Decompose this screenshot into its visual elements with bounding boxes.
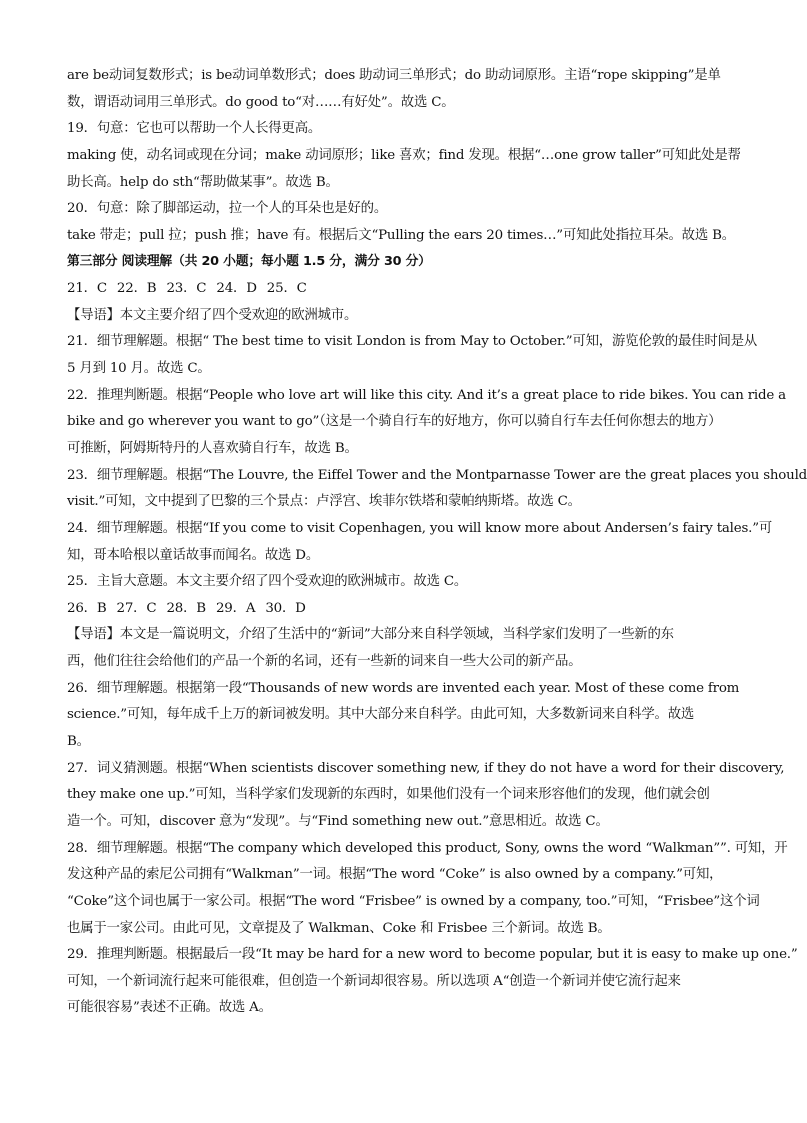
- text-line: 发这种产品的索尼公司拥有“Walkman”一词。根据“The word “Coke” is also owned by a company.”可知，: [67, 867, 723, 883]
- text-line: 可能很容易”表述不正确。故选 A。: [67, 1000, 272, 1016]
- answer-explanation-text: [67, 63, 807, 1022]
- explanation-26: 26．细节理解题。根据第一段“Thousands of new words are invented each year. Most of these come from: [67, 680, 740, 696]
- section-heading: 第三部分 阅读理解（共 20 小题；每小题 1.5 分，满分 30 分）: [67, 254, 431, 270]
- explanation-29: 29．推理判断题。根据最后一段“It may be hard for a new word to become popular, but it is easy to make up one.”: [67, 947, 798, 963]
- text-line: 可推断，阿姆斯特丹的人喜欢骑自行车，故选 B。: [67, 440, 358, 456]
- text-line: 也属于一家公司。由此可见，文章提及了 Walkman、Coke 和 Frisbee 三个新词。故选 B。: [67, 920, 611, 936]
- text-line: science.”可知，每年成千上万的新词被发明。其中大部分来自科学。由此可知，大多数新词来自科学。故选: [67, 707, 695, 723]
- passage-intro: 【导语】本文是一篇说明文，介绍了生活中的“新词”大部分来自科学领域，当科学家们发明了一些新的东: [67, 627, 674, 643]
- text-line: bike and go wherever you want to go”（这是一个骑自行车的好地方，你可以骑自行车去任何你想去的地方）: [67, 414, 722, 430]
- text-line: “Coke”这个词也属于一家公司。根据“The word “Frisbee” is owned by a company, too.”可知，“Frisbee”这个词: [67, 893, 760, 909]
- explanation-21: 21．细节理解题。根据“ The best time to visit London is from May to October.”可知，游览伦敦的最佳时间是从: [67, 334, 758, 350]
- text-line: 数，谓语动词用三单形式。do good to“对……有好处”。故选 C。: [67, 94, 455, 110]
- explanation-27: 27．词义猜测题。根据“When scientists discover something new, if they do not have a word for their discovery,: [67, 760, 785, 776]
- answer-key-26-30: 26．B 27．C 28．B 29．A 30．D: [67, 600, 306, 616]
- explanation-28: 28．细节理解题。根据“The company which developed this product, Sony, owns the word “Walkman””. 可知，开: [67, 840, 788, 856]
- explanation-25: 25．主旨大意题。本文主要介绍了四个受欢迎的欧洲城市。故选 C。: [67, 574, 468, 590]
- text-line: 西，他们往往会给他们的产品一个新的名词，还有一些新的词来自一些大公司的新产品。: [67, 654, 582, 670]
- question-19-sentence: 19．句意：它也可以帮助一个人长得更高。: [67, 121, 322, 137]
- answer-key-21-25: 21．C 22．B 23．C 24．D 25．C: [67, 281, 307, 297]
- text-line: are be动词复数形式；is be动词单数形式；does 助动词三单形式；do 助动词原形。主语“rope skipping”是单: [67, 68, 721, 83]
- passage-intro: 【导语】本文主要介绍了四个受欢迎的欧洲城市。: [67, 307, 358, 323]
- text-line: making 使，动名词或现在分词；make 动词原形；like 喜欢；find 发现。根据“…one grow taller”可知此处是帮: [67, 147, 741, 163]
- text-line: B。: [67, 734, 90, 750]
- text-line: they make one up.”可知，当科学家们发现新的东西时，如果他们没有一个词来形容他们的发现，他们就会创: [67, 787, 710, 803]
- explanation-24: 24．细节理解题。根据“If you come to visit Copenhagen, you will know more about Andersen’s fairy tales.”可: [67, 520, 773, 536]
- text-line: visit.”可知，文中提到了巴黎的三个景点：卢浮宫、埃菲尔铁塔和蒙帕纳斯塔。故选 C。: [67, 494, 581, 510]
- text-line: take 带走；pull 拉；push 推；have 有。根据后文“Pulling the ears 20 times…”可知此处指拉耳朵。故选 B。: [67, 227, 735, 243]
- text-line: 5 月到 10 月。故选 C。: [67, 361, 211, 377]
- explanation-22: 22．推理判断题。根据“People who love art will like this city. And it’s a great place to ride bikes. You can ride a: [67, 387, 786, 403]
- text-line: 知，哥本哈根以童话故事而闻名。故选 D。: [67, 547, 320, 563]
- explanation-23: 23．细节理解题。根据“The Louvre, the Eiffel Tower and the Montparnasse Tower are the great places you should: [67, 467, 807, 483]
- text-line: 造一个。可知，discover 意为“发现”。与“Find something new out.”意思相近。故选 C。: [67, 813, 609, 829]
- text-line: 助长高。help do sth“帮助做某事”。故选 B。: [67, 174, 339, 190]
- question-20-sentence: 20．句意：除了脚部运动，拉一个人的耳朵也是好的。: [67, 201, 388, 217]
- text-line: 可知，一个新词流行起来可能很难，但创造一个新词却很容易。所以选项 A“创造一个新词并使它流行起来: [67, 973, 681, 989]
